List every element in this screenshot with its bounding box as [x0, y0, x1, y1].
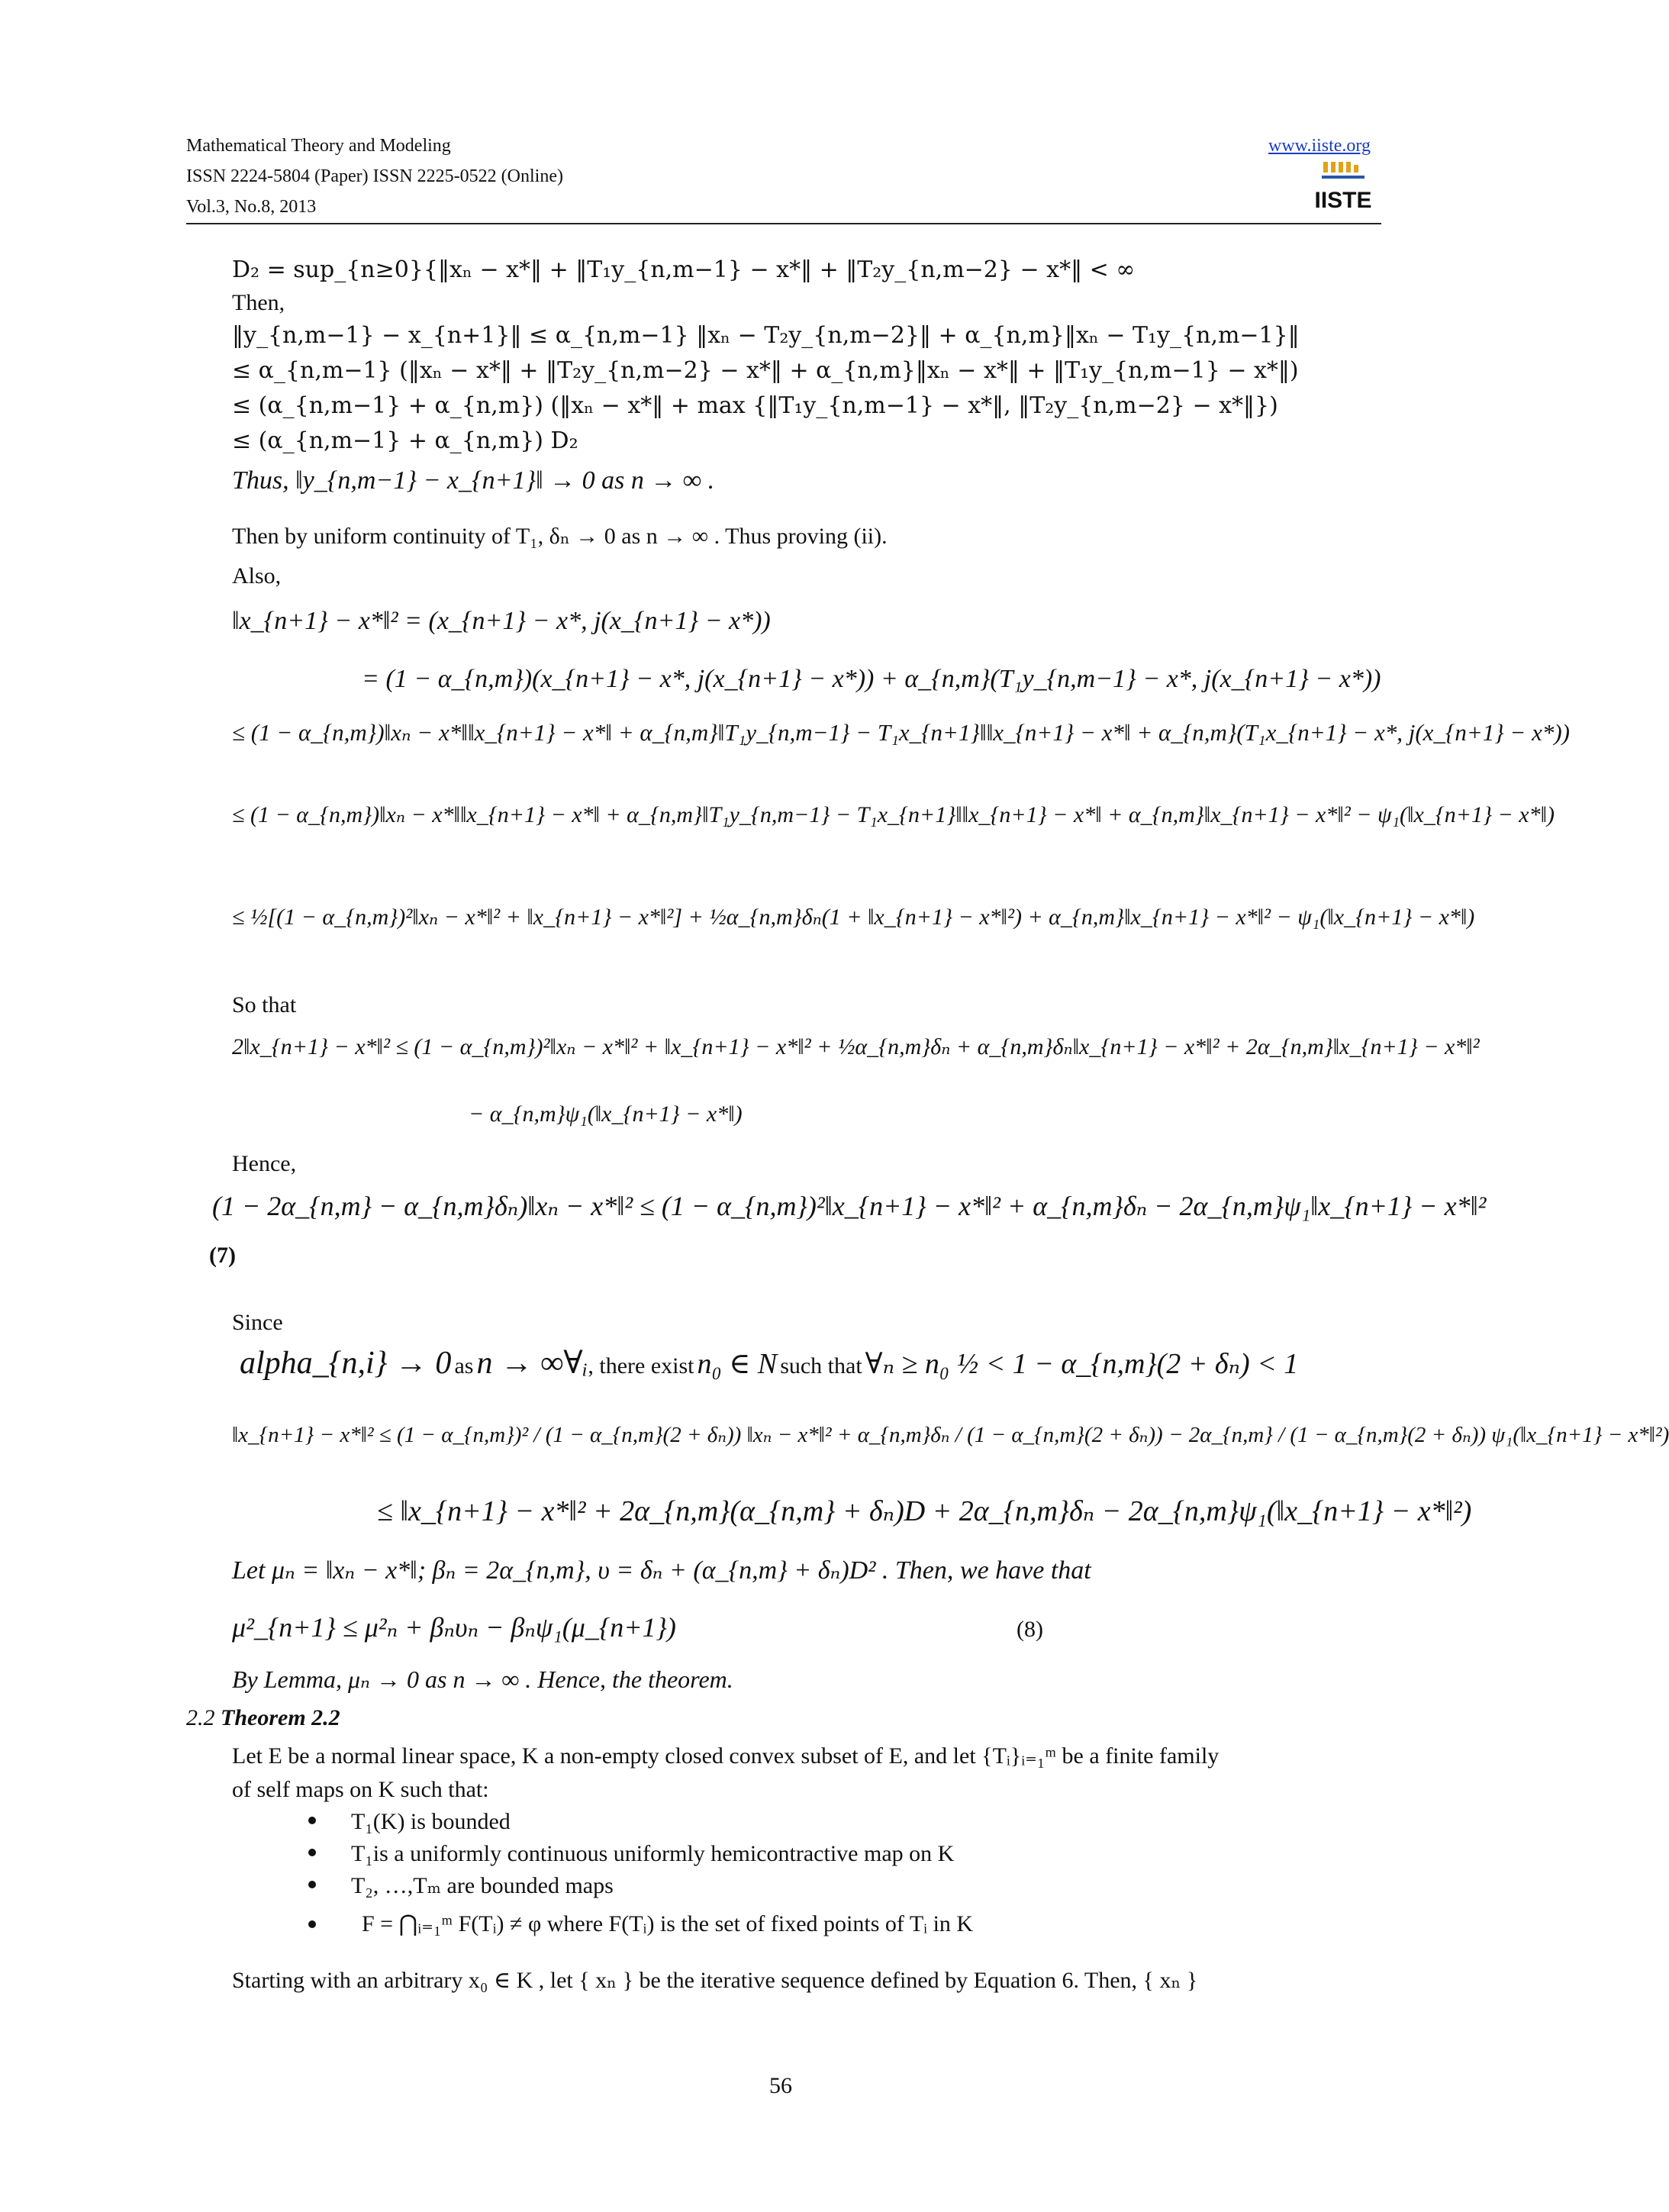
theorem-para-line2: of self maps on K such that:	[232, 1777, 489, 1802]
eq-final-bound: ≤ ‖x_{n+1} − x*‖² + 2α_{n,m}(α_{n,m} + δₙ)D + 2α_{n,m}δₙ − 2α_{n,m}ψ₁(‖x_{n+1} − x*‖²)	[377, 1495, 1472, 1527]
text-so-that: So that	[232, 992, 297, 1017]
since-line	[240, 1345, 1298, 1382]
eq-inequality-1: ≤ (1 − α_{n,m})‖xₙ − x*‖‖x_{n+1} − x*‖ + α_{n,m}‖T₁y_{n,m−1} − T₁x_{n+1}‖‖x_{n+1} − x*‖ + α_{n,m}(T₁x_{n+1} − x*, j(x_{n+1} − x*))	[232, 719, 1570, 746]
eq-inequality-2: ≤ (1 − α_{n,m})‖xₙ − x*‖‖x_{n+1} − x*‖ + α_{n,m}‖T₁y_{n,m−1} − T₁x_{n+1}‖‖x_{n+1} − x*‖ + α_{n,m}‖x_{n+1} − x*‖² − ψ₁(‖x_{n+1} − x*‖)	[232, 802, 1555, 827]
eq-inequality-3: ≤ ½[(1 − α_{n,m})²‖xₙ − x*‖² + ‖x_{n+1} − x*‖²] + ½α_{n,m}δₙ(1 + ‖x_{n+1} − x*‖²) + α_{n,m}‖x_{n+1} − x*‖² − ψ₁(‖x_{n+1} − x*‖)	[232, 904, 1475, 930]
section-heading	[186, 1704, 340, 1733]
since-there-exist: , there exist	[588, 1353, 694, 1378]
page-number: 56	[769, 2073, 792, 2098]
text-also: Also,	[232, 563, 282, 588]
header-rule	[186, 223, 1381, 224]
condition-item-3: T₂, …,Tₘ are bounded maps	[351, 1873, 614, 1898]
text-uniform-continuity: Then by uniform continuity of T₁, δₙ → 0 as n → ∞ . Thus proving (ii).	[232, 524, 888, 549]
eq-thus-limit: Thus, ‖y_{n,m−1} − x_{n+1}‖ → 0 as n → ∞ .	[232, 466, 715, 495]
eq-bound-step2: ≤ (α_{n,m−1} + α_{n,m}) (‖xₙ − x*‖ + max {‖T₁y_{n,m−1} − x*‖, ‖T₂y_{n,m−2} − x*‖})	[232, 392, 1278, 419]
section-title: Theorem 2.2	[221, 1705, 340, 1730]
theorem-para-start: Starting with an arbitrary x₀ ∈ K , let { xₙ } be the iterative sequence defined by Equation 6. Then, { xₙ }	[232, 1968, 1198, 1993]
bullet-icon	[308, 1849, 316, 1856]
text-since: Since	[232, 1310, 283, 1335]
journal-url-link[interactable]: www.iiste.org	[1268, 136, 1371, 156]
bullet-icon	[308, 1920, 316, 1928]
eq-label-7: (7)	[209, 1243, 236, 1268]
bullet-icon	[308, 1881, 316, 1888]
since-condition: ∀ₙ ≥ n₀ ½ < 1 − α_{n,m}(2 + δₙ) < 1	[865, 1348, 1299, 1380]
text-hence: Hence,	[232, 1151, 297, 1176]
section-number: 2.2	[186, 1705, 215, 1730]
text-then: Then,	[232, 290, 285, 315]
issn-line: ISSN 2224-5804 (Paper) ISSN 2225-0522 (Online)	[186, 166, 563, 186]
logo-text: IISTE	[1314, 188, 1372, 213]
since-such-that: such that	[780, 1353, 862, 1378]
since-n-infinity: n → ∞∀ᵢ	[476, 1346, 588, 1381]
eq-fraction-bound: ‖x_{n+1} − x*‖² ≤ (1 − α_{n,m})² / (1 − α_{n,m}(2 + δₙ)) ‖xₙ − x*‖² + α_{n,m}δₙ / (1 − α_{n,m}(2 + δₙ)) − 2α_{n,m} / (1 − α_{n,m}(2 + δₙ)) ψ₁(‖x_{n+1} − x*‖²)	[232, 1423, 1669, 1447]
eq-bound-step1: ≤ α_{n,m−1} (‖xₙ − x*‖ + ‖T₂y_{n,m−2} − x*‖ + α_{n,m}‖xₙ − x*‖ + ‖T₁y_{n,m−1} − x*‖)	[232, 357, 1299, 384]
volume-line: Vol.3, No.8, 2013	[186, 197, 317, 217]
eq-label-8: (8)	[1017, 1617, 1043, 1642]
eq-let-mu: Let μₙ = ‖xₙ − x*‖; βₙ = 2α_{n,m}, υ = δₙ + (α_{n,m} + δₙ)D² . Then, we have that	[232, 1556, 1091, 1585]
journal-title: Mathematical Theory and Modeling	[186, 136, 451, 156]
eq-expansion: = (1 − α_{n,m})(x_{n+1} − x*, j(x_{n+1} − x*)) + α_{n,m}(T₁y_{n,m−1} − x*, j(x_{n+1} − x*))	[362, 665, 1381, 693]
since-alpha-limit: alpha_{n,i} → 0	[240, 1346, 452, 1381]
condition-item-2: T₁is a uniformly continuous uniformly hemicontractive map on K	[351, 1841, 955, 1866]
iiste-logo	[1314, 162, 1372, 217]
eq-so-that: 2‖x_{n+1} − x*‖² ≤ (1 − α_{n,m})²‖xₙ − x*‖² + ‖x_{n+1} − x*‖² + ½α_{n,m}δₙ + α_{n,m}δₙ‖x_{n+1} − x*‖² + 2α_{n,m}‖x_{n+1} − x*‖²	[232, 1034, 1480, 1059]
eq-bound-step3: ≤ (α_{n,m−1} + α_{n,m}) D₂	[232, 427, 578, 454]
since-as: as	[454, 1353, 474, 1378]
text-by-lemma: By Lemma, μₙ → 0 as n → ∞ . Hence, the theorem.	[232, 1665, 733, 1693]
eq-eight: μ²_{n+1} ≤ μ²ₙ + βₙυₙ − βₙψ₁(μ_{n+1})	[232, 1612, 676, 1643]
condition-item-1: T₁(K) is bounded	[351, 1809, 511, 1834]
eq-d2-definition: D₂ = sup_{n≥0}{‖xₙ − x*‖ + ‖T₁y_{n,m−1} − x*‖ + ‖T₂y_{n,m−2} − x*‖ < ∞	[232, 256, 1136, 283]
bullet-icon	[308, 1817, 316, 1824]
since-n0: n₀ ∈ N	[697, 1348, 778, 1380]
theorem-para-line1: Let E be a normal linear space, K a non-empty closed convex subset of E, and let {Tᵢ}ᵢ₌₁ᵐ be a finite family	[232, 1743, 1220, 1769]
eq-seven: (1 − 2α_{n,m} − α_{n,m}δₙ)‖xₙ − x*‖² ≤ (1 − α_{n,m})²‖x_{n+1} − x*‖² + α_{n,m}δₙ − 2α_{n,m}ψ₁‖x_{n+1} − x*‖²	[212, 1191, 1487, 1221]
eq-ynm-bound: ‖y_{n,m−1} − x_{n+1}‖ ≤ α_{n,m−1} ‖xₙ − T₂y_{n,m−2}‖ + α_{n,m}‖xₙ − T₁y_{n,m−1}‖	[232, 322, 1300, 349]
condition-item-4: F = ⋂ᵢ₌₁ᵐ F(Tᵢ) ≠ φ where F(Tᵢ) is the set of fixed points of Tᵢ in K	[362, 1911, 974, 1936]
eq-norm-squared: ‖x_{n+1} − x*‖² = (x_{n+1} − x*, j(x_{n+1} − x*))	[232, 607, 771, 635]
eq-so-that-cont: − α_{n,m}ψ₁(‖x_{n+1} − x*‖)	[469, 1101, 743, 1127]
